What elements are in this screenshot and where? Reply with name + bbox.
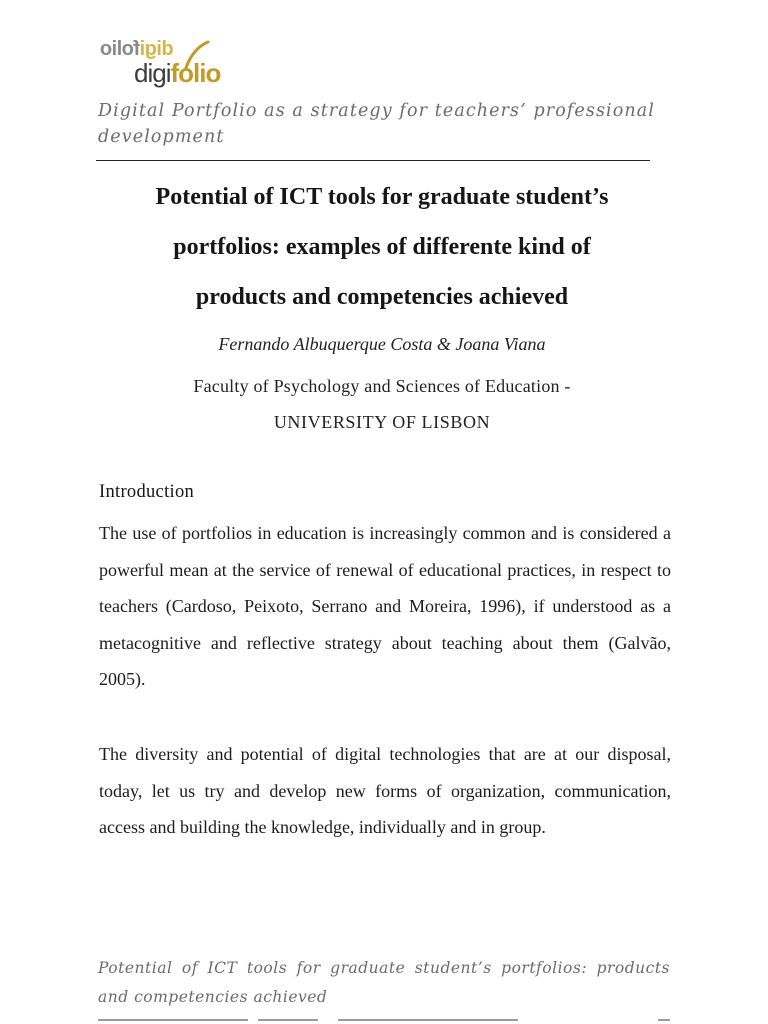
section-heading-introduction: Introduction — [99, 482, 195, 502]
footer-running-title: Potential of ICT tools for graduate student’s portfolios: products and competencies achieved — [98, 959, 670, 1006]
logo-mirrored-wordmark: digifolio — [100, 38, 174, 60]
authors: Fernando Albuquerque Costa & Joana Viana — [218, 334, 546, 354]
logo-wordmark: digifolio — [134, 58, 221, 88]
title-line-1: Potential of ICT tools for graduate student’s — [155, 184, 609, 210]
introduction-paragraph-1: The use of portfolios in education is increasingly common and is considered a powerful mean at the service of renewal of educational practices, in respect to teachers (Cardoso, Peixoto, Serrano and Moreira, 1996), if understood as a metacognitive and reflective strategy about teaching about them (Galvão, 2005). — [99, 523, 671, 689]
affiliation-line-2: UNIVERSITY OF LISBON — [273, 412, 491, 432]
header-subtitle: Digital Portfolio as a strategy for teachers’ professional development — [98, 101, 655, 147]
introduction-paragraph-2: The diversity and potential of digital technologies that are at our disposal, today, let us try and develop new forms of organization, communication, access and building the knowledge, individually and in group. — [99, 744, 671, 837]
title-line-2: portfolios: examples of differente kind of — [173, 234, 591, 260]
affiliation — [96, 368, 668, 440]
digifolio-logo — [96, 38, 246, 98]
title-line-3: products and competencies achieved — [195, 284, 569, 310]
affiliation-line-1: Faculty of Psychology and Sciences of Education - — [193, 376, 571, 396]
header-divider — [96, 160, 650, 161]
paper-title — [96, 172, 668, 322]
footer-cut-off-line — [98, 1015, 670, 1024]
